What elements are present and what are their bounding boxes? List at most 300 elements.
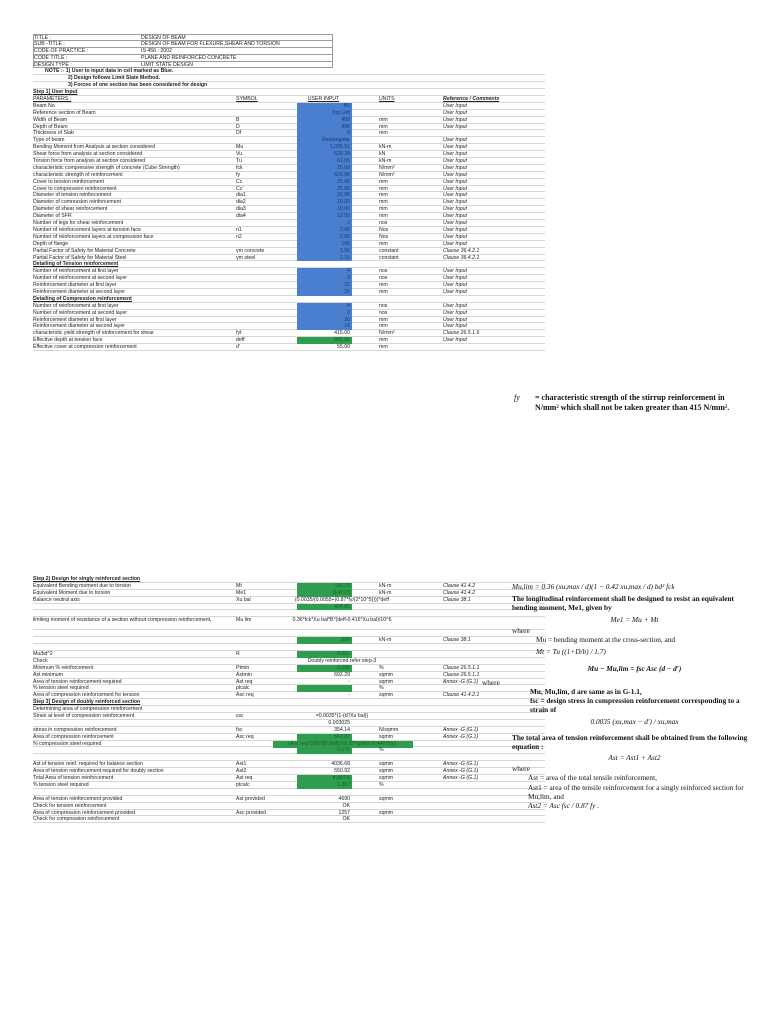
table-row [33, 158, 545, 165]
row-symbol: dia1 [236, 192, 246, 199]
row-value: 0.205 [297, 665, 352, 672]
row-value: 10.00 [297, 206, 352, 213]
row-unit: sqmm [379, 795, 394, 802]
row-symbol: Xu bal [236, 596, 251, 603]
row-unit: mm [379, 130, 388, 137]
row-label: Reference section of Beam [33, 109, 96, 116]
table-row [33, 699, 545, 706]
col-param: PARAMETERS : [33, 96, 72, 103]
row-value: 32 [297, 282, 352, 289]
table-row [33, 165, 545, 172]
row-label: Detailing of Tension reinforcement [33, 261, 119, 268]
row-value: 1.15 [297, 255, 352, 262]
row-label: Area of tension reinforcement required for doubly section [33, 768, 164, 775]
table-row [33, 720, 545, 727]
table-row [33, 679, 545, 686]
table-row [33, 179, 545, 186]
table-row [33, 344, 545, 351]
table-row [33, 192, 545, 199]
row-label: Ast minimum [33, 671, 63, 678]
row-symbol: dia2 [236, 199, 246, 206]
row-symbol: Vu [236, 151, 243, 158]
row-unit: kN-m [379, 582, 392, 589]
row-reference: Clause 26.5.1.1 [443, 664, 480, 671]
table-row [33, 227, 545, 234]
row-reference: User Input [443, 206, 467, 213]
row-unit: nos [379, 309, 388, 316]
header-row [33, 41, 333, 48]
row-reference: Annex -G (G.1) [443, 761, 479, 768]
row-value: 20 [297, 317, 352, 324]
row-value: 16 [297, 323, 352, 330]
row-reference: Annex -G (G.1) [443, 775, 479, 782]
row-label: Number of reinforcement at first layer [33, 302, 119, 309]
row-unit: constant [379, 247, 399, 254]
row-reference: User Input [443, 102, 467, 109]
row-label: Check for compression reinforcement [33, 816, 120, 823]
row-label: Diameter of SFR [33, 213, 72, 220]
row-unit: kN-m [379, 637, 392, 644]
table-row [33, 151, 545, 158]
row-reference: Clause 26.5.1.1 [443, 671, 480, 678]
para-longitudinal: The longitudinal reinforcement shall be designed to resist an equivalent bending moment, Me1, given by [512, 594, 734, 613]
row-symbol: Ast req [236, 775, 253, 782]
row-symbol: γm steel [236, 254, 256, 261]
row-unit: mm [379, 192, 388, 199]
note-line-1: NOTE :- 1) User to input data in cell marked as Blue. [33, 68, 545, 75]
row-reference: User Input [443, 213, 467, 220]
table-row [33, 206, 545, 213]
row-value: OK [342, 802, 350, 809]
row-unit: N/sqmm [379, 726, 399, 733]
row-symbol: ptcalc [236, 685, 250, 692]
row-reference: User Input [443, 288, 467, 295]
eq-mulim: Mu,lim = 0.36 (xu,max / d)(1 − 0.42 xu,max / d) bd² fck [512, 582, 675, 591]
row-label: Diameter of comression reinforcement [33, 199, 121, 206]
row-value: 3 [297, 275, 352, 282]
step-1-title: Step 1] User Input [33, 89, 545, 96]
row-reference: User Input [443, 302, 467, 309]
row-symbol: dia4 [236, 213, 246, 220]
header-value: PLANE AND REINFORCED CONCRETE [141, 54, 237, 61]
row-value: 986 [297, 637, 352, 644]
row-value: 20.00 [297, 199, 352, 206]
row-label: stress in compression reinforcement [33, 726, 117, 733]
row-unit: mm [379, 199, 388, 206]
row-unit: mm [379, 240, 388, 247]
fy-text: = characteristic strength of the stirrup reinforcement in N/mm² which shall not be taken greater than 415 N/mm². [535, 393, 730, 412]
row-value: 1.357 [297, 782, 352, 789]
row-reference: User Input [443, 164, 467, 171]
table-row [33, 303, 545, 310]
row-label: Balance neutral axis [33, 596, 80, 603]
def-ast1: Ast1 = area of the tensile reinforcement for a singly reinforced section for Mu,lim, and [528, 782, 744, 801]
row-symbol: Asc provided [236, 809, 266, 816]
table-row [33, 803, 545, 810]
row-label: Step 3] Design of doubly reinforced section [33, 699, 141, 706]
row-value: 0.175 [297, 747, 352, 754]
row-reference: Clause 38.1 [443, 596, 471, 603]
row-value: 12.00 [297, 213, 352, 220]
table-row [33, 713, 545, 720]
row-unit: Nos [379, 226, 389, 233]
table-row [33, 296, 545, 303]
row-label: Type of beam [33, 137, 65, 144]
row-value: (Asc req*100)/(B*deff))*(0.87*fy/(fsc-0.446*fck) [273, 741, 413, 748]
row-reference: Clause 36.4.2.1 [443, 247, 480, 254]
table-row [33, 816, 545, 823]
header-label: TITLE : [34, 35, 52, 41]
col-units: UNITS [379, 96, 395, 103]
eq-asc: Mu − Mu,lim = fsc Asc (d − d′) [587, 664, 682, 674]
table-row [33, 692, 545, 699]
row-unit: mm [379, 178, 388, 185]
table-row [33, 754, 545, 761]
row-reference: User Input [443, 240, 467, 247]
row-label: Reinforcement diameter at first layer [33, 316, 117, 323]
table-row [33, 330, 545, 337]
row-value: 25 [297, 289, 352, 296]
table-row [33, 220, 545, 227]
row-label: Partial Factor of Safety for Material Steel [33, 254, 127, 261]
row-label: % compression steel required [33, 740, 102, 747]
table-row [33, 665, 545, 672]
row-label: % tension steel required [33, 685, 89, 692]
row-label: Detailing of Compression reinforcement [33, 295, 132, 302]
row-value: 0.36*fck*Xu bal*B*(deff-0.416*Xu bal)/10^6 [292, 617, 392, 624]
row-symbol: ptcalc [236, 781, 250, 788]
col-input: USER INPUT [307, 96, 340, 103]
row-unit: mm [379, 316, 388, 323]
row-reference: User Input [443, 185, 467, 192]
row-unit: mm [379, 282, 388, 289]
row-value: 4,587.6 [297, 775, 352, 782]
row-symbol: dia3 [236, 206, 246, 213]
row-label: Area of compression reinforcement for tension [33, 692, 140, 699]
row-reference: User Input [443, 178, 467, 185]
table-row [33, 289, 545, 296]
row-symbol: R [236, 651, 240, 658]
row-symbol: Cc [236, 178, 243, 185]
row-label: Strain at level of compression reinforcement [33, 713, 135, 720]
row-value: 4036.68 [331, 761, 350, 768]
table-row [33, 727, 545, 734]
row-symbol: Tu [236, 158, 242, 165]
row-label: Area of tension reinforcement required [33, 678, 122, 685]
design-table [33, 583, 545, 823]
row-label: Reinforcement diameter at second layer [33, 288, 125, 295]
code-excerpt [482, 582, 757, 811]
row-unit: sqmm [379, 761, 394, 768]
row-reference: Clause 26.5.1.6 [443, 330, 480, 337]
row-label: Depth of Beam [33, 123, 68, 130]
row-value: 2.00 [297, 227, 352, 234]
row-label: characteristic strength of reinforcement [33, 171, 123, 178]
row-label: Reinforcement diameter at first layer [33, 282, 117, 289]
header-label: SUB -TITLE : [34, 40, 65, 47]
row-value: 25.00 [297, 165, 352, 172]
row-reference: User Input [443, 116, 467, 123]
table-row [33, 630, 545, 637]
row-reference: User Input [443, 337, 467, 344]
row-unit: nos [379, 220, 388, 227]
row-unit: mm [379, 213, 388, 220]
row-value: 692.29 [334, 671, 350, 678]
row-value: 0 [297, 310, 352, 317]
row-unit: % [379, 781, 384, 788]
row-label: characteristic compressive strength of concrete (Cube Strength) [33, 164, 180, 171]
row-value: 550.92 [334, 768, 350, 775]
row-value: 100 [297, 241, 352, 248]
row-reference: User Input [443, 226, 467, 233]
table-row [33, 782, 545, 789]
row-unit: mm [379, 344, 388, 351]
eq-strain: 0.0035 (xu,max − d′) / xu,max [590, 717, 679, 727]
eq-me1: Me1 = Mu + Mt [610, 614, 659, 624]
row-value: 20.00 [297, 192, 352, 199]
row-label: Bending Moment from Analysis at section considered [33, 144, 155, 151]
table-row [33, 275, 545, 282]
row-value: 404.85 [297, 604, 352, 611]
row-symbol: εsc [236, 713, 244, 720]
row-symbol: Astmin [236, 671, 252, 678]
row-label: Determining area of compression reinforcement [33, 706, 143, 713]
header-row [33, 62, 333, 69]
header-label: DESIGN TYPE : [34, 61, 72, 68]
row-symbol: fy [236, 171, 241, 178]
row-value: - [348, 692, 350, 699]
table-row [33, 604, 545, 611]
table-row [33, 103, 545, 110]
table-row [33, 323, 545, 330]
table-row [33, 337, 545, 344]
row-reference: User Input [443, 109, 467, 116]
row-reference: User Input [443, 282, 467, 289]
table-row [33, 117, 545, 124]
row-label: Beam No [33, 102, 55, 109]
row-unit: % [379, 747, 384, 754]
row-value: 561.07 [297, 734, 352, 741]
row-symbol: B [236, 116, 240, 123]
row-label: characterstic yield strength of einforcement for shear [33, 330, 154, 337]
row-symbol: Ast req [236, 678, 253, 685]
column-headers [33, 96, 545, 103]
row-value: 4 [297, 303, 352, 310]
row-value: 900 [297, 124, 352, 131]
row-unit: mm [379, 116, 388, 123]
row-unit: sqmm [379, 733, 394, 740]
row-label: Width of Beam [33, 116, 68, 123]
row-symbol: Cc' [236, 185, 244, 192]
table-row [33, 775, 545, 782]
table-row [33, 261, 545, 268]
row-label: Area of compression reinforcement [33, 733, 114, 740]
row-symbol: fck [236, 164, 243, 171]
row-symbol: γm concrete [236, 247, 265, 254]
row-label: Number of reinforcement at second layer [33, 309, 127, 316]
row-reference: Clause 41.4.2.1 [443, 692, 480, 699]
row-label: Depth of flange [33, 240, 69, 247]
row-label: Torsion force from analysis at section considered [33, 158, 146, 165]
row-value: 0.003025 [328, 719, 350, 726]
table-row [33, 583, 545, 590]
table-row [33, 734, 545, 741]
row-reference: User Input [443, 309, 467, 316]
row-value: 845.00 [297, 337, 352, 344]
note-line-2: 2) Design follows Limit State Method. [33, 75, 545, 82]
row-unit: sqmm [379, 678, 394, 685]
row-reference: Annex -G (G.1) [443, 726, 479, 733]
row-unit: kN-m [379, 144, 392, 151]
row-reference: Annex -G (G.1) [443, 678, 479, 685]
header-row [33, 55, 333, 62]
row-symbol: Asc req [236, 692, 254, 699]
row-value: 2 [297, 220, 352, 227]
row-value: 1,026.51 [297, 144, 352, 151]
table-row [33, 810, 545, 817]
note-line-3: 3) Forces of one section has been considered for design [33, 82, 545, 89]
table-row [33, 597, 545, 604]
row-symbol: Mt [236, 582, 242, 589]
table-row [33, 268, 545, 275]
where-1: where [512, 625, 530, 635]
table-row [33, 796, 545, 803]
def-mt: Mt = Tu ((1+D/b) / 1.7) [536, 647, 606, 657]
table-row [33, 590, 545, 597]
row-label: Shear force from analysis at section considered [33, 151, 143, 158]
row-symbol: D [236, 123, 240, 130]
row-reference: User Input [443, 192, 467, 199]
row-value: 1257 [338, 809, 350, 816]
para-same: Mu, Mu,lim, d are same as in G-1.1, [530, 686, 642, 696]
row-unit: % [379, 664, 384, 671]
table-row [33, 137, 545, 144]
row-label: Number of reinforcement layers at tension face [33, 226, 141, 233]
table-row [33, 658, 545, 665]
row-label: limiting moment of resistance of a section without compression reinforcement, [33, 617, 212, 624]
row-value: 0 [297, 130, 352, 137]
row-reference: User Input [443, 199, 467, 206]
table-row [33, 199, 545, 206]
row-value: - [348, 678, 350, 685]
row-symbol: n2 [236, 233, 242, 240]
row-value: 628.28 [297, 151, 352, 158]
row-unit: sqmm [379, 692, 394, 699]
row-value: OK [342, 816, 350, 823]
row-label: Total Area of tension reinforcement [33, 775, 114, 782]
row-label: Diameter of tension reinforcement [33, 192, 112, 199]
row-reference: User Input [443, 323, 467, 330]
row-unit: mm [379, 206, 388, 213]
row-symbol: Df [236, 130, 242, 137]
row-symbol: Ast2 [236, 768, 247, 775]
header-label: CODE TITLE : [34, 54, 68, 61]
table-row [33, 789, 545, 796]
table-row [33, 685, 545, 692]
header-value: DESIGN OF BEAM FOR FLEXURE,SHEAR AND TORSION [141, 40, 280, 47]
row-unit: kN-m [379, 589, 392, 596]
row-unit: nos [379, 302, 388, 309]
row-value: Top Left [297, 110, 352, 117]
row-label: Area of compression reinforcement provided [33, 809, 136, 816]
row-reference: Annex -G (G.1) [443, 733, 479, 740]
row-label: Equivalent Bending moment due to torsion [33, 582, 131, 589]
row-label: Cover to tension reinforcement [33, 178, 104, 185]
row-value: 4690 [338, 795, 350, 802]
row-value: 415.00 [297, 172, 352, 179]
table-row [33, 130, 545, 137]
table-row [33, 741, 545, 748]
header-row [33, 48, 333, 55]
row-reference: Clause 41.4.2 [443, 589, 476, 596]
row-reference: Clause 41.4.2 [443, 582, 476, 589]
fy-symbol: fy [514, 393, 520, 402]
row-value: Rectangular [297, 137, 352, 144]
row-unit: constant [379, 254, 399, 261]
row-value: 25.00 [297, 186, 352, 193]
table-row [33, 637, 545, 644]
def-mu: Mu = bending moment at the cross-section, and [536, 635, 676, 645]
row-symbol: deff [236, 337, 245, 344]
input-sheet [33, 34, 545, 351]
table-row [33, 617, 545, 630]
row-label: Cover to compression reinforcement [33, 185, 117, 192]
row-symbol: Ast provided [236, 795, 265, 802]
eq-ast: Ast = Ast1 + Ast2 [608, 753, 661, 763]
row-unit: N/mm² [379, 164, 395, 171]
row-reference: Clause 38.1 [443, 637, 471, 644]
def-ast2: Ast2 = Asc fsc / 0.87 fy . [528, 801, 600, 811]
row-label: Number of reinforcement layers at compression face [33, 233, 154, 240]
row-value: 1.50 [297, 248, 352, 255]
row-symbol: fyt [236, 330, 242, 337]
row-label: Ast of tension reinf. required for balance section [33, 761, 143, 768]
row-reference: Clause 36.4.2.1 [443, 254, 480, 261]
design-sheet [33, 576, 545, 823]
para-total: The total area of tension reinforcement shall be obtained from the following equation : [512, 732, 748, 751]
row-label: Effective depth at tension face [33, 337, 103, 344]
row-unit: sqmm [379, 671, 394, 678]
row-reference: User Input [443, 171, 467, 178]
table-row [33, 110, 545, 117]
def-ast: Ast = area of the total tensile reinforcement, [528, 773, 657, 783]
row-unit: mm [379, 123, 388, 130]
row-unit: kN [379, 151, 386, 158]
row-symbol: d' [236, 344, 240, 351]
row-reference: User Input [443, 158, 467, 165]
row-value: 25.00 [297, 179, 352, 186]
row-label: Diameter of shear reinforcement [33, 206, 108, 213]
table-row [33, 610, 545, 617]
header-value: LIMIT STATE DESIGN [141, 61, 193, 68]
row-reference: User Input [443, 151, 467, 158]
table-row [33, 241, 545, 248]
row-value: Doubly reinforced,refer step-3 [307, 657, 377, 664]
row-unit: sqmm [379, 768, 394, 775]
table-row [33, 747, 545, 754]
row-label: Effective cover at compression reinforcement [33, 344, 137, 351]
row-label: Equivalent Moment due to torsion [33, 589, 111, 596]
row-label: Reinforcement diameter at second layer [33, 323, 125, 330]
table-row [33, 672, 545, 679]
col-ref: Reference / Comments [443, 96, 500, 103]
row-reference: User Input [443, 233, 467, 240]
row-value: 116.73 [297, 583, 352, 590]
row-value: =0.0035*(1-(d'/Xu bal)) [315, 713, 369, 720]
table-row [33, 213, 545, 220]
row-label: Area of tension reinforcement provided [33, 795, 123, 802]
input-table [33, 103, 545, 351]
